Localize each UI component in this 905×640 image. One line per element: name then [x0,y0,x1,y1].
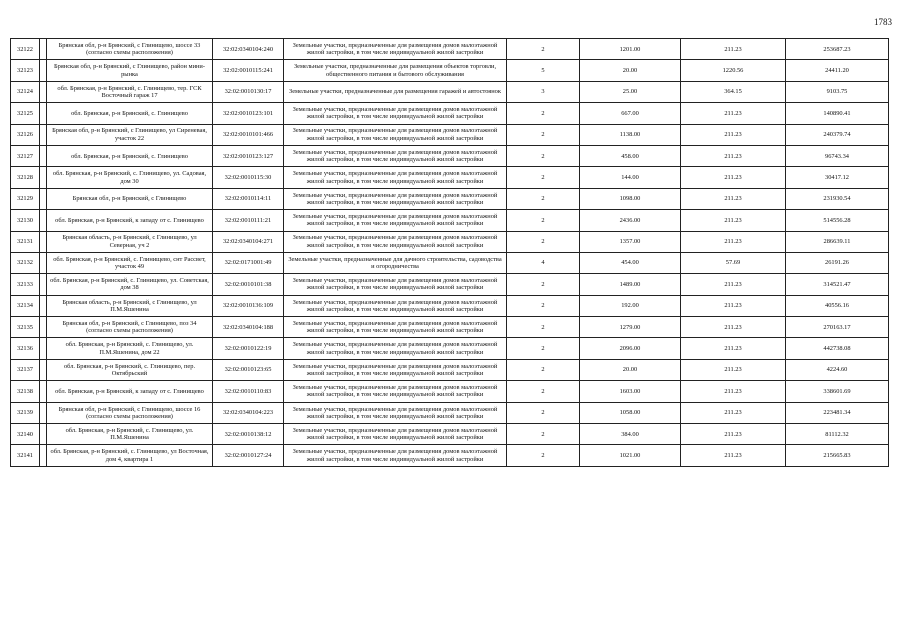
use-group-cell: 4 [507,252,580,273]
address-cell: обл. Брянская, р-н Брянский, с. Глинищево, тер. ГСК Восточный гараж 17 [47,81,213,102]
cadastral-rate-cell: 211.23 [681,210,786,231]
cadastral-rate-cell: 211.23 [681,445,786,466]
area-cell: 2436.00 [580,210,681,231]
use-group-cell: 2 [507,188,580,209]
area-cell: 384.00 [580,424,681,445]
cadastral-rate-cell: 211.23 [681,39,786,60]
record-number-cell: 32139 [11,402,40,423]
address-cell: обл. Брянская, р-н Брянский, к западу от с. Глинищево [47,210,213,231]
use-group-cell: 2 [507,274,580,295]
use-group-cell: 2 [507,124,580,145]
use-group-cell: 3 [507,81,580,102]
address-cell: Брянская обл, р-н Брянский, с Глинищево, поз 34 (согласно схемы расположения) [47,317,213,338]
address-cell: обл. Брянская, р-н Брянский, с. Глинищево [47,103,213,124]
table-row [11,402,889,423]
cadastral-value-cell: 442738.08 [786,338,889,359]
cadastral-rate-cell: 211.23 [681,295,786,316]
cadastral-number-cell: 32:02:0010123:101 [213,103,284,124]
record-number-cell: 32132 [11,252,40,273]
table-row [11,317,889,338]
area-cell: 192.00 [580,295,681,316]
record-number-cell: 32131 [11,231,40,252]
land-use-cell: Земельные участки, предназначенные для размещения домов малоэтажной жилой застройки, в том числе индивидуальной жилой застройки [284,424,507,445]
use-group-cell: 2 [507,445,580,466]
area-cell: 1603.00 [580,381,681,402]
table-row [11,252,889,273]
cadastral-rate-cell: 364.15 [681,81,786,102]
cadastral-rate-cell: 57.69 [681,252,786,273]
record-number-cell: 32138 [11,381,40,402]
spacer-cell [40,424,47,445]
cadastral-rate-cell: 1220.56 [681,60,786,81]
table-row [11,359,889,380]
cadastral-value-cell: 223481.34 [786,402,889,423]
land-use-cell: Земельные участки, предназначенные для размещения домов малоэтажной жилой застройки, в том числе индивидуальной жилой застройки [284,231,507,252]
area-cell: 1357.00 [580,231,681,252]
cadastral-value-cell: 96743.34 [786,145,889,166]
address-cell: Брянская область, р-н Брянский, с Глинищево, ул Северная, уч 2 [47,231,213,252]
cadastral-rate-cell: 211.23 [681,274,786,295]
spacer-cell [40,295,47,316]
address-cell: обл. Брянская, р-н Брянский, с. Глинищево, снт Рассвет, участок 49 [47,252,213,273]
address-cell: обл. Брянская, р-н Брянский, с. Глинищево, пер. Октябрьский [47,359,213,380]
cadastral-number-cell: 32:02:0010122:19 [213,338,284,359]
use-group-cell: 2 [507,103,580,124]
land-use-cell: Земельные участки, предназначенные для размещения домов малоэтажной жилой застройки, в том числе индивидуальной жилой застройки [284,145,507,166]
cadastral-rate-cell: 211.23 [681,124,786,145]
spacer-cell [40,252,47,273]
spacer-cell [40,103,47,124]
use-group-cell: 2 [507,231,580,252]
area-cell: 1138.00 [580,124,681,145]
land-use-cell: Земельные участки, предназначенные для размещения домов малоэтажной жилой застройки, в том числе индивидуальной жилой застройки [284,39,507,60]
use-group-cell: 2 [507,424,580,445]
spacer-cell [40,167,47,188]
cadastral-number-cell: 32:02:0171001:49 [213,252,284,273]
cadastral-value-cell: 4224.60 [786,359,889,380]
table-row [11,295,889,316]
area-cell: 667.00 [580,103,681,124]
cadastral-number-cell: 32:02:0010115:241 [213,60,284,81]
area-cell: 1098.00 [580,188,681,209]
cadastral-value-cell: 24411.20 [786,60,889,81]
cadastral-rate-cell: 211.23 [681,402,786,423]
cadastral-number-cell: 32:02:0010123:127 [213,145,284,166]
cadastral-number-cell: 32:02:0010138:12 [213,424,284,445]
address-cell: обл. Брянская, р-н Брянский, с. Глинищево, ул. Садовая, дом 30 [47,167,213,188]
cadastral-value-cell: 140890.41 [786,103,889,124]
record-number-cell: 32136 [11,338,40,359]
area-cell: 454.00 [580,252,681,273]
table-row [11,210,889,231]
cadastral-value-cell: 253687.23 [786,39,889,60]
area-cell: 1279.00 [580,317,681,338]
cadastral-rate-cell: 211.23 [681,188,786,209]
record-number-cell: 32128 [11,167,40,188]
use-group-cell: 2 [507,317,580,338]
table-row [11,274,889,295]
cadastral-rate-cell: 211.23 [681,359,786,380]
record-number-cell: 32140 [11,424,40,445]
address-cell: обл. Брянская, р-н Брянский, с. Глинищево, ул. П.М.Яшенина, дом 22 [47,338,213,359]
cadastral-value-cell: 30417.12 [786,167,889,188]
table-row [11,103,889,124]
address-cell: обл. Брянская, р-н Брянский, с. Глинищево [47,145,213,166]
address-cell: Брянская обл, р-н Брянский, с Глинищево, шоссе 33 (согласно схемы расположения) [47,39,213,60]
record-number-cell: 32134 [11,295,40,316]
area-cell: 1021.00 [580,445,681,466]
cadastral-number-cell: 32:02:0010127:24 [213,445,284,466]
record-number-cell: 32126 [11,124,40,145]
cadastral-number-cell: 32:02:0340104:240 [213,39,284,60]
area-cell: 2096.00 [580,338,681,359]
spacer-cell [40,188,47,209]
record-number-cell: 32130 [11,210,40,231]
cadastral-value-cell: 26191.26 [786,252,889,273]
record-number-cell: 32141 [11,445,40,466]
table-row [11,124,889,145]
land-use-cell: Земельные участки, предназначенные для размещения объектов торговли, общественного питания и бытового обслуживания [284,60,507,81]
record-number-cell: 32122 [11,39,40,60]
use-group-cell: 2 [507,402,580,423]
cadastral-number-cell: 32:02:0010101:466 [213,124,284,145]
table-row [11,188,889,209]
cadastral-number-cell: 32:02:0010101:38 [213,274,284,295]
land-use-cell: Земельные участки, предназначенные для размещения домов малоэтажной жилой застройки, в том числе индивидуальной жилой застройки [284,167,507,188]
area-cell: 458.00 [580,145,681,166]
land-use-cell: Земельные участки, предназначенные для размещения домов малоэтажной жилой застройки, в том числе индивидуальной жилой застройки [284,103,507,124]
land-use-cell: Земельные участки, предназначенные для размещения домов малоэтажной жилой застройки, в том числе индивидуальной жилой застройки [284,317,507,338]
address-cell: Брянская область, р-н Брянский, с Глинищево, ул П.М.Яшенина [47,295,213,316]
spacer-cell [40,124,47,145]
table-row [11,381,889,402]
record-number-cell: 32124 [11,81,40,102]
cadastral-value-cell: 40556.16 [786,295,889,316]
area-cell: 144.00 [580,167,681,188]
cadastral-number-cell: 32:02:0010123:65 [213,359,284,380]
record-number-cell: 32137 [11,359,40,380]
cadastral-rate-cell: 211.23 [681,167,786,188]
spacer-cell [40,145,47,166]
cadastral-rate-cell: 211.23 [681,381,786,402]
cadastral-rate-cell: 211.23 [681,338,786,359]
cadastral-rate-cell: 211.23 [681,317,786,338]
cadastral-value-cell: 81112.32 [786,424,889,445]
record-number-cell: 32125 [11,103,40,124]
land-use-cell: Земельные участки, предназначенные для размещения домов малоэтажной жилой застройки, в том числе индивидуальной жилой застройки [284,381,507,402]
use-group-cell: 2 [507,39,580,60]
use-group-cell: 2 [507,210,580,231]
use-group-cell: 5 [507,60,580,81]
cadastral-number-cell: 32:02:0010114:11 [213,188,284,209]
land-use-cell: Земельные участки, предназначенные для размещения гаражей и автостоянок [284,81,507,102]
cadastral-rate-cell: 211.23 [681,145,786,166]
table-row [11,445,889,466]
area-cell: 1489.00 [580,274,681,295]
area-cell: 25.00 [580,81,681,102]
land-use-cell: Земельные участки, предназначенные для размещения домов малоэтажной жилой застройки, в том числе индивидуальной жилой застройки [284,359,507,380]
area-cell: 1201.00 [580,39,681,60]
cadastral-number-cell: 32:02:0010136:109 [213,295,284,316]
spacer-cell [40,338,47,359]
cadastral-number-cell: 32:02:0340104:188 [213,317,284,338]
use-group-cell: 2 [507,145,580,166]
spacer-cell [40,359,47,380]
land-use-cell: Земельные участки, предназначенные для размещения домов малоэтажной жилой застройки, в том числе индивидуальной жилой застройки [284,210,507,231]
area-cell: 20.00 [580,359,681,380]
cadastral-value-cell: 514556.28 [786,210,889,231]
land-use-cell: Земельные участки, предназначенные для размещения домов малоэтажной жилой застройки, в том числе индивидуальной жилой застройки [284,274,507,295]
cadastral-value-cell: 215665.83 [786,445,889,466]
address-cell: обл. Брянская, р-н Брянский, с. Глинищево, ул. Советская, дом 38 [47,274,213,295]
land-use-cell: Земельные участки, предназначенные для размещения домов малоэтажной жилой застройки, в том числе индивидуальной жилой застройки [284,188,507,209]
cadastral-rate-cell: 211.23 [681,424,786,445]
spacer-cell [40,402,47,423]
land-use-cell: Земельные участки, предназначенные для дачного строительства, садоводства и огородничества [284,252,507,273]
spacer-cell [40,381,47,402]
use-group-cell: 2 [507,359,580,380]
table-row [11,424,889,445]
record-number-cell: 32135 [11,317,40,338]
area-cell: 1058.00 [580,402,681,423]
spacer-cell [40,210,47,231]
table-row [11,39,889,60]
address-cell: Брянская обл, р-н Брянский, с Глинищево [47,188,213,209]
spacer-cell [40,317,47,338]
area-cell: 20.00 [580,60,681,81]
record-number-cell: 32127 [11,145,40,166]
cadastral-number-cell: 32:02:0010111:21 [213,210,284,231]
table-row [11,231,889,252]
table-row [11,338,889,359]
land-use-cell: Земельные участки, предназначенные для размещения домов малоэтажной жилой застройки, в том числе индивидуальной жилой застройки [284,402,507,423]
cadastral-value-cell: 338601.69 [786,381,889,402]
record-number-cell: 32123 [11,60,40,81]
address-cell: Брянская обл, р-н Брянский, с Глинищево, шоссе 16 (согласно схемы расположения) [47,402,213,423]
table-row [11,167,889,188]
land-registry-table [10,38,889,467]
record-number-cell: 32129 [11,188,40,209]
cadastral-value-cell: 9103.75 [786,81,889,102]
page-number: 1783 [874,17,892,27]
use-group-cell: 2 [507,167,580,188]
cadastral-number-cell: 32:02:0010130:17 [213,81,284,102]
address-cell: обл. Брянская, р-н Брянский, к западу от с. Глинищево [47,381,213,402]
record-number-cell: 32133 [11,274,40,295]
spacer-cell [40,81,47,102]
table-row [11,81,889,102]
spacer-cell [40,274,47,295]
spacer-cell [40,60,47,81]
cadastral-rate-cell: 211.23 [681,231,786,252]
cadastral-number-cell: 32:02:0010115:30 [213,167,284,188]
address-cell: обл. Брянская, р-н Брянский, с. Глинищево, ул Восточная, дом 4, квартира 1 [47,445,213,466]
use-group-cell: 2 [507,381,580,402]
spacer-cell [40,39,47,60]
cadastral-number-cell: 32:02:0010110:83 [213,381,284,402]
table-row [11,145,889,166]
cadastral-rate-cell: 211.23 [681,103,786,124]
cadastral-value-cell: 231930.54 [786,188,889,209]
table-body [11,39,889,467]
land-use-cell: Земельные участки, предназначенные для размещения домов малоэтажной жилой застройки, в том числе индивидуальной жилой застройки [284,338,507,359]
land-use-cell: Земельные участки, предназначенные для размещения домов малоэтажной жилой застройки, в том числе индивидуальной жилой застройки [284,295,507,316]
land-use-cell: Земельные участки, предназначенные для размещения домов малоэтажной жилой застройки, в том числе индивидуальной жилой застройки [284,124,507,145]
cadastral-value-cell: 240379.74 [786,124,889,145]
cadastral-value-cell: 286639.11 [786,231,889,252]
spacer-cell [40,445,47,466]
cadastral-value-cell: 270163.17 [786,317,889,338]
address-cell: Брянская обл, р-н Брянский, с Глинищево, район мини-рынка [47,60,213,81]
table-row [11,60,889,81]
address-cell: обл. Брянская, р-н Брянский, с. Глинищево, ул. П.М.Яшенина [47,424,213,445]
cadastral-number-cell: 32:02:0340104:271 [213,231,284,252]
use-group-cell: 2 [507,295,580,316]
spacer-cell [40,231,47,252]
cadastral-number-cell: 32:02:0340104:223 [213,402,284,423]
cadastral-value-cell: 314521.47 [786,274,889,295]
use-group-cell: 2 [507,338,580,359]
land-use-cell: Земельные участки, предназначенные для размещения домов малоэтажной жилой застройки, в том числе индивидуальной жилой застройки [284,445,507,466]
address-cell: Брянская обл, р-н Брянский, с Глинищево, ул Сиреневая, участок 22 [47,124,213,145]
